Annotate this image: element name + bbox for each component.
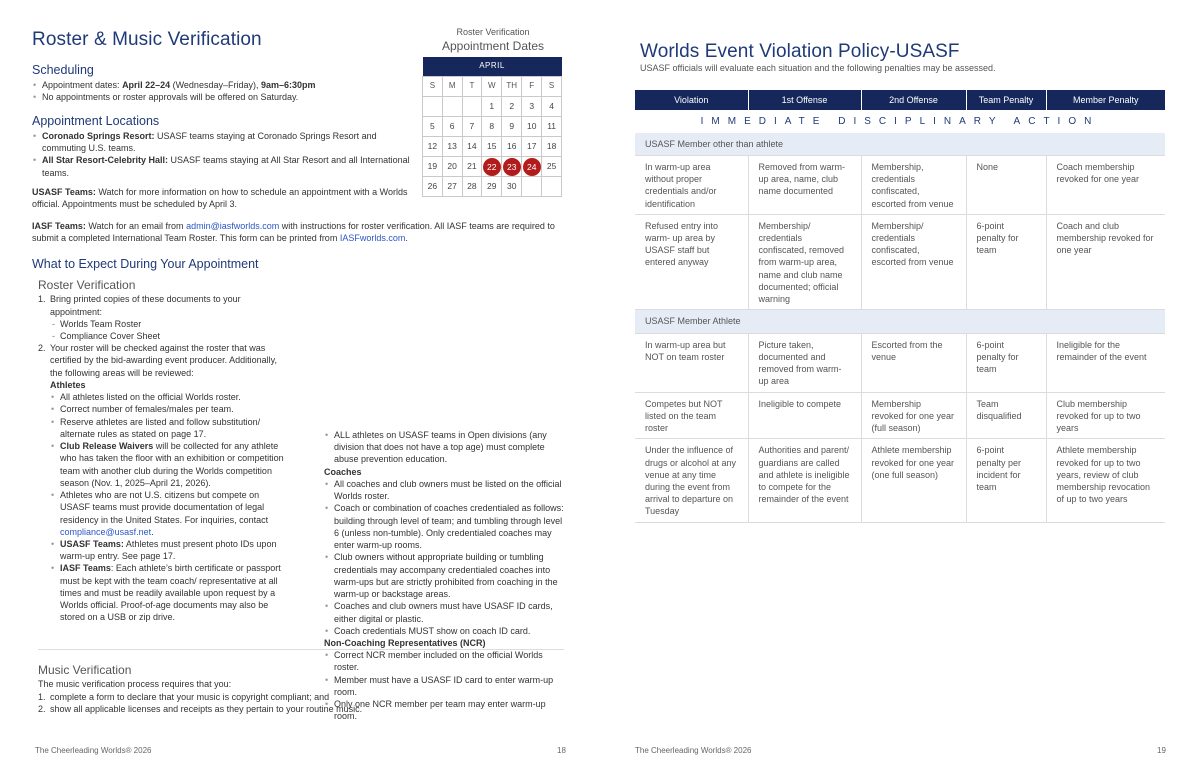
step-item — [38, 293, 288, 342]
scheduling-section — [32, 62, 412, 103]
iasf-teams-note — [32, 220, 562, 244]
calendar-day — [522, 97, 542, 117]
label: IASF Teams: — [32, 221, 86, 231]
calendar-caption-big: Appointment Dates — [441, 39, 545, 54]
calendar-day — [482, 137, 502, 157]
day-number: 16 — [507, 140, 517, 151]
calendar-day — [423, 157, 443, 177]
step-number: 2. — [38, 343, 46, 354]
list-item: - Worlds Team Roster — [50, 318, 288, 330]
calendar-day — [542, 97, 562, 117]
calendar-day — [542, 157, 562, 177]
table-cell: In warm-up area without proper credentials and/or identification — [635, 155, 748, 214]
calendar-week — [423, 137, 562, 157]
list-item — [32, 91, 412, 103]
text: Athletes who are not U.S. citizens but compete on USASF teams must provide documentation of legal residency in the United States. For inquiries, contact — [60, 490, 269, 525]
column-header: Team Penalty — [966, 90, 1046, 110]
calendar-week — [423, 117, 562, 137]
day-number: 29 — [487, 180, 497, 191]
calendar-day — [462, 117, 482, 137]
text: No appointments or roster approvals will be offered on Saturday. — [42, 92, 299, 103]
weekday-label: S — [542, 77, 562, 97]
usasf-teams-note — [32, 186, 410, 210]
appointment-calendar — [422, 26, 564, 197]
day-number: 25 — [546, 160, 557, 171]
step-item — [38, 703, 564, 715]
roster-verification-heading: Roster Verification — [38, 278, 136, 292]
calendar-day — [442, 177, 462, 197]
athletes-label: Athletes — [50, 379, 86, 390]
day-number: 9 — [509, 120, 515, 131]
music-section — [38, 649, 564, 715]
text: with instructions for roster verification. All IASF teams are required to submit a completed International Team Roster. This form can be printed from — [32, 221, 555, 244]
ncr-label: Non-Coaching Representatives (NCR) — [324, 637, 486, 648]
athletes-block — [38, 379, 288, 624]
appointment-day-marker: 24 — [523, 158, 541, 176]
day-number: 10 — [526, 120, 537, 131]
day-number: 27 — [447, 180, 457, 191]
calendar-day — [423, 117, 443, 137]
calendar-empty-cell — [522, 177, 542, 197]
table-row — [635, 439, 1165, 522]
table-cell: Picture taken, documented and removed from warm-up area — [748, 333, 861, 392]
day-number: 14 — [467, 140, 477, 151]
table-cell: Membership, credentials confiscated, escorted from venue — [861, 155, 966, 214]
page-subtitle: USASF officials will evaluate each situation and the following penalties may be assessed. — [640, 63, 996, 73]
expect-column-1 — [38, 277, 288, 624]
calendar-day — [522, 117, 542, 137]
table-row — [635, 155, 1165, 214]
calendar-week — [423, 177, 562, 197]
calendar-day — [502, 157, 522, 177]
day-number: 30 — [507, 180, 517, 191]
table-cell: 6-point penalty for team — [966, 214, 1046, 310]
day-number: 17 — [526, 140, 537, 151]
location-name: All Star Resort-Celebrity Hall: — [42, 155, 169, 166]
calendar-day — [423, 177, 443, 197]
column-header: Member Penalty — [1046, 90, 1165, 110]
calendar-day — [502, 137, 522, 157]
list-item: • Correct NCR member included on the official Worlds roster. — [324, 649, 564, 673]
location-name: Coronado Springs Resort: — [42, 131, 155, 141]
step-item — [38, 691, 564, 703]
expect-heading: What to Expect During Your Appointment — [32, 257, 259, 271]
day-number: 28 — [467, 180, 477, 191]
table-cell: Refused entry into warm- up area by USASF staff but entered anyway — [635, 214, 748, 310]
calendar-day — [482, 177, 502, 197]
calendar-week — [423, 97, 562, 117]
website-link[interactable]: IASFworlds.com — [339, 233, 406, 244]
calendar-day — [542, 117, 562, 137]
weekday-label: M — [442, 77, 462, 97]
calendar-weekdays — [423, 77, 562, 97]
calendar-empty-cell — [542, 177, 562, 197]
day-number: 2 — [509, 100, 515, 111]
weekday-label: F — [522, 77, 542, 97]
text: USASF teams staying at Coronado Springs Resort and commuting U.S. teams. — [42, 131, 377, 154]
calendar-day — [482, 97, 502, 117]
text: Athletes must present photo IDs upon warm-up entry. See page 17. — [60, 539, 277, 562]
appointment-day-marker: 22 — [483, 158, 501, 176]
calendar-day — [462, 157, 482, 177]
text: USASF teams staying at All Star Resort and all International teams. — [42, 155, 410, 178]
step-text: complete a form to declare that your music is copyright compliant; and — [50, 691, 330, 702]
step-number: 1. — [38, 691, 46, 702]
text: . — [151, 526, 154, 537]
locations-section — [32, 113, 412, 179]
step-item — [38, 342, 288, 379]
calendar-day — [442, 157, 462, 177]
day-number: 7 — [469, 120, 475, 131]
scheduling-list — [32, 79, 412, 103]
immediate-action-label: IMMEDIATE DISCIPLINARY ACTION — [700, 116, 1100, 127]
calendar-empty-cell — [442, 97, 462, 117]
text: will be collected for any athlete who has taken the floor with an exhibition or competition team with another club during the Worlds competition season (Nov. 1, 2025–April 21, 2026). — [60, 441, 284, 488]
day-number: 20 — [447, 160, 457, 171]
footer-brand: The Cheerleading Worlds® 2026 — [635, 746, 752, 755]
day-number: 5 — [430, 120, 435, 131]
calendar-day — [522, 137, 542, 157]
athletes-list — [50, 391, 288, 623]
list-item — [32, 154, 412, 178]
label: USASF Teams: — [32, 187, 96, 197]
page-number: 18 — [557, 746, 566, 755]
day-number: 6 — [449, 120, 455, 131]
weekday-label: W — [482, 77, 502, 97]
list-item — [50, 538, 288, 562]
music-heading: Music Verification — [38, 663, 132, 677]
text: Watch for more information on how to schedule an appointment with a Worlds official. Appointments must be scheduled by April 3. — [32, 187, 408, 210]
documents-list — [50, 318, 288, 342]
column-header: 2nd Offense — [861, 90, 966, 110]
table-cell: Athlete membership revoked for one year (one full season) — [861, 439, 966, 522]
list-item: • Correct number of females/males per team. — [50, 403, 288, 415]
table-cell: Removed from warm-up area, name, club name documented — [748, 155, 861, 214]
table-cell: Membership/ credentials confiscated, removed from warm-up area, name and club name documented; official warning — [748, 214, 861, 310]
list-item: • Coach credentials MUST show on coach ID card. — [324, 625, 564, 637]
page-title: Worlds Event Violation Policy-USASF — [640, 41, 960, 62]
list-item: • Member must have a USASF ID card to enter warm-up room. — [324, 674, 564, 698]
calendar-day — [502, 177, 522, 197]
email-link[interactable]: compliance@usasf.net — [60, 526, 152, 537]
calendar-day — [482, 157, 502, 177]
step-text: Your roster will be checked against the roster that was certified by the bid-awarding event producer. Additionally, the following areas will be reviewed: — [50, 343, 277, 378]
day-number: 19 — [427, 160, 438, 171]
day-number: 1 — [489, 100, 495, 111]
list-item: • All athletes listed on the official Worlds roster. — [50, 391, 288, 403]
column-header: Violation — [635, 90, 748, 110]
appointment-hours: 9am–6:30pm — [260, 80, 316, 90]
table-cell: Membership/ credentials confiscated, escorted from venue — [861, 214, 966, 310]
bold-label: IASF Teams — [60, 563, 111, 574]
weekday-label: T — [462, 77, 482, 97]
table-cell: Club membership revoked for up to two years — [1046, 392, 1165, 439]
table-cell: Competes but NOT listed on the team roster — [635, 392, 748, 439]
calendar-day — [442, 137, 462, 157]
calendar-month: APRIL — [423, 57, 562, 77]
group-label: USASF Member other than athlete — [635, 133, 1165, 156]
list-item — [32, 79, 412, 91]
list-item — [32, 130, 412, 154]
list-item — [50, 562, 288, 623]
text: Watch for an email from — [85, 221, 187, 231]
calendar-caption-small: Roster Verification — [456, 27, 530, 37]
coaches-list — [324, 478, 564, 637]
email-link[interactable]: admin@iasfworlds.com — [186, 221, 280, 231]
table-cell: Authorities and parent/ guardians are called and athlete is ineligible to compete for the remainder of the event — [748, 439, 861, 522]
coaches-label: Coaches — [324, 466, 362, 477]
appointment-day-marker: 23 — [503, 158, 521, 176]
list-item: • Reserve athletes are listed and follow substitution/ alternate rules as stated on page 17. — [50, 416, 288, 440]
appointment-dates: April 22–24 — [122, 80, 171, 90]
locations-list — [32, 130, 412, 179]
text: . — [405, 233, 408, 244]
athletes-list-continued — [324, 429, 564, 466]
text: : Each athlete’s birth certificate or passport must be kept with the team coach/ representative at all times and must be readily available upon request by a Worlds official. Proof-of-age documents may also be stored on a USB or zip drive. — [60, 563, 281, 623]
group-label: USASF Member Athlete — [635, 310, 1165, 333]
day-number: 4 — [549, 100, 554, 111]
day-number: 3 — [529, 100, 535, 111]
page-number: 19 — [1157, 746, 1166, 755]
calendar-day — [462, 177, 482, 197]
music-steps — [38, 691, 564, 715]
calendar-day — [542, 137, 562, 157]
page-19 — [600, 0, 1200, 776]
calendar-grid — [422, 57, 562, 198]
day-number: 8 — [489, 120, 495, 131]
calendar-day — [462, 137, 482, 157]
list-item: • Only one NCR member per team may enter warm-up room. — [324, 698, 564, 722]
list-item: - Compliance Cover Sheet — [50, 330, 288, 342]
group-row — [635, 133, 1165, 156]
table-header-row — [635, 90, 1165, 110]
page-title: Roster & Music Verification — [32, 29, 262, 50]
day-number: 11 — [547, 120, 557, 131]
roster-steps — [38, 293, 288, 379]
day-number: 26 — [427, 180, 438, 191]
locations-heading: Appointment Locations — [32, 114, 160, 128]
column-header: 1st Offense — [748, 90, 861, 110]
calendar-day — [423, 137, 443, 157]
weekday-label: S — [423, 77, 443, 97]
list-item: • ALL athletes on USASF teams in Open divisions (any division that does not have a top age) must complete abuse prevention education. — [324, 429, 564, 466]
table-cell: Membership revoked for one year (full season) — [861, 392, 966, 439]
step-text: show all applicable licenses and receipts as they pertain to your routine music. — [50, 703, 363, 714]
music-intro: The music verification process requires that you: — [38, 679, 232, 690]
calendar-empty-cell — [462, 97, 482, 117]
step-number: 2. — [38, 703, 46, 714]
calendar-day — [482, 117, 502, 137]
table-row — [635, 214, 1165, 310]
scheduling-heading: Scheduling — [32, 63, 94, 77]
immediate-action-row — [635, 110, 1165, 133]
table-cell: Coach membership revoked for one year — [1046, 155, 1165, 214]
day-number: 13 — [447, 140, 457, 151]
calendar-empty-cell — [423, 97, 443, 117]
day-number: 15 — [487, 140, 497, 151]
calendar-week — [423, 157, 562, 177]
list-item: • Coaches and club owners must have USASF ID cards, either digital or plastic. — [324, 600, 564, 624]
calendar-day — [502, 117, 522, 137]
list-item: • Coach or combination of coaches credentialed as follows: building through level of team; and tumbling through level 6 (unless non-tumble). Only credentialed coaches may enter warm-up rooms. — [324, 502, 564, 551]
step-number: 1. — [38, 294, 46, 305]
group-row — [635, 310, 1165, 333]
table-row — [635, 392, 1165, 439]
list-item: • All coaches and club owners must be listed on the official Worlds roster. — [324, 478, 564, 502]
list-item — [50, 489, 288, 538]
table-cell: Athlete membership revoked for up to two years, review of club membership revocation of up to two years — [1046, 439, 1165, 522]
bold-label: USASF Teams: — [60, 539, 124, 549]
table-cell: Team disqualified — [966, 392, 1046, 439]
footer-brand: The Cheerleading Worlds® 2026 — [35, 746, 152, 755]
step-text: Bring printed copies of these documents to your appointment: — [50, 294, 241, 317]
table-cell: Ineligible for the remainder of the event — [1046, 333, 1165, 392]
table-cell: Ineligible to compete — [748, 392, 861, 439]
table-cell: 6-point penalty per incident for team — [966, 439, 1046, 522]
table-cell: Escorted from the venue — [861, 333, 966, 392]
day-number: 21 — [467, 160, 477, 171]
calendar-caption — [422, 26, 564, 55]
bold-label: Club Release Waivers — [60, 441, 154, 452]
calendar-day — [442, 117, 462, 137]
table-cell: Coach and club membership revoked for one year — [1046, 214, 1165, 310]
day-number: 18 — [546, 140, 557, 151]
table-cell: None — [966, 155, 1046, 214]
day-number: 12 — [427, 140, 438, 151]
violation-policy-table — [635, 90, 1165, 523]
table-cell: In warm-up area but NOT on team roster — [635, 333, 748, 392]
table-cell: 6-point penalty for team — [966, 333, 1046, 392]
calendar-day — [522, 157, 542, 177]
text: (Wednesday–Friday), — [170, 80, 261, 90]
weekday-label: TH — [502, 77, 522, 97]
text: Appointment dates: — [42, 80, 123, 90]
table-cell: Under the influence of drugs or alcohol at any venue at any time during the event from arrival to departure on Tuesday — [635, 439, 748, 522]
table-row — [635, 333, 1165, 392]
list-item: • Club owners without appropriate building or tumbling credentials may accompany credentialed coaches into warm-ups but are strictly prohibited from coaching in the warm-up or backstage areas. — [324, 551, 564, 600]
list-item — [50, 440, 288, 489]
calendar-day — [502, 97, 522, 117]
